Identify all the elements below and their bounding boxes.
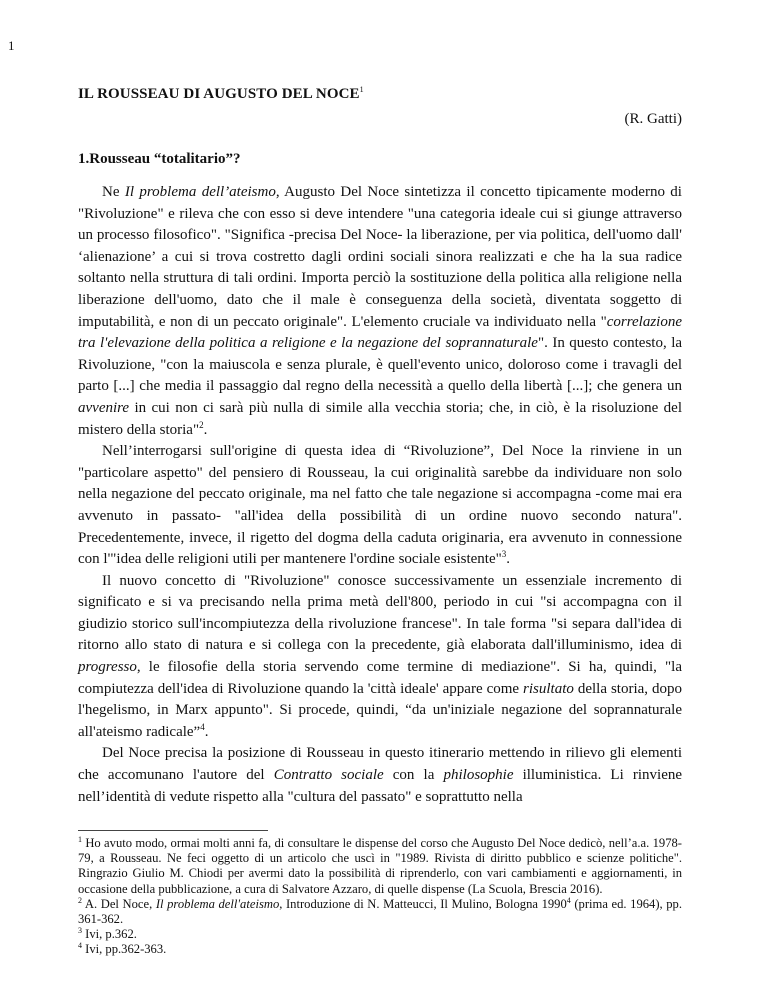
italic-text: Contratto sociale [273, 767, 384, 784]
footnote [78, 942, 682, 957]
title-text: IL ROUSSEAU DI AUGUSTO DEL NOCE [78, 86, 360, 102]
section-heading: 1.Rousseau “totalitario”? [78, 151, 241, 167]
text-run: ". In questo contesto, la Rivoluzione, "con la maiuscola e senza plurale, è quell'evento unico, doloroso come i travagli del parto [...] che media il passaggio dal regno della necessità a quello della libertà [...]; che genera un [78, 335, 683, 395]
document-title [78, 86, 364, 103]
text-run: (prima ed. 1964), pp. 361-362. [78, 896, 683, 927]
italic-text: avvenire [78, 399, 130, 416]
author-name: (R. Gatti) [624, 111, 682, 127]
text-run: Ho avuto modo, ormai molti anni fa, di consultare le dispense del corso che Augusto Del Noce dedicò, nell’a.a. 1978-79, a Rousseau. Ne feci oggetto di un articolo che uscì in "1989. Rivista di diritto pubblico e scienze politiche". Ringrazio Giulio M. Chiodi per avermi dato la possibilità di riprenderlo, con vari cambiamenti e aggiornamenti, in occasione della pubblicazione, a cura di Salvatore Azzaro, di quelle dispense (La Scuola, Brescia 2016). [78, 836, 682, 896]
text-run: . [204, 723, 209, 740]
paragraph [78, 441, 682, 571]
italic-text: philosophie [443, 767, 514, 784]
italic-text: Il problema dell'ateismo [155, 896, 280, 911]
text-run: Nell’interrogarsi sull'origine di questa idea di “Rivoluzione”, Del Noce la rinviene in un "particolare aspetto" del pensiero di Rousseau, la cui originalità sarebbe da individuare non solo nella negazione del peccato originale, ma nel fatto che tale negazione si accompagna -come mai era avvenuto in passato- "all'idea della possibilità di un ordine nuovo secondo natura". Precedentemente, invece, il rigetto del dogma della caduta originaria, era avvenuto in connessione con l'"idea delle religioni utili per mantenere l'ordine sociale esistente" [78, 443, 682, 568]
text-run: in cui non ci sarà più nulla di simile alla vecchia storia; che, in ciò, è la risoluzione del mistero della storia" [78, 399, 682, 438]
italic-text: correlazione tra l'elevazione della politica a religione e la negazione del soprannaturale [78, 313, 682, 352]
page-number: 1 [8, 38, 15, 53]
text-run: , Introduzione di N. Matteucci, Il Mulino, Bologna 1990 [279, 896, 567, 911]
italic-text: Il problema dell’ateismo [124, 184, 276, 200]
text-run: Del Noce precisa la posizione di Rousseau in questo itinerario mettendo in rilievo gli elementi che accomunano l'autore del [78, 745, 682, 784]
text-run: . [506, 551, 510, 568]
footnote [78, 836, 682, 897]
italic-text: risultato [523, 680, 574, 697]
text-run: . [203, 421, 208, 438]
body-text [78, 182, 682, 808]
footnote-marker[interactable]: 1 [78, 834, 82, 844]
text-run: illuministica. Li rinviene nell’identità di vedute rispetto alla "cultura del passato" e soprattutto nella [78, 767, 683, 805]
footnote-marker[interactable]: 2 [199, 419, 204, 430]
text-run: , le filosofie della storia servendo come termine di mediazione". Si ha, quindi, "la compiutezza dell'idea di Rivoluzione quando la 'città ideale' appare come [78, 659, 682, 697]
text-run: Ivi, pp.362-363. [82, 942, 167, 957]
paragraph [78, 571, 682, 744]
text-run: della storia, dopo l'hegelismo, in Marx appunto". Si procede, quindi, “da un'iniziale negazione del soprannaturale all'ateismo radicale” [78, 680, 682, 740]
paragraph [78, 743, 682, 808]
title-footnote-marker[interactable]: 1 [359, 85, 364, 94]
footnote-separator [78, 830, 268, 831]
text-run: Ne [102, 184, 125, 200]
italic-text: progresso [78, 659, 137, 676]
footnote-marker[interactable]: 4 [200, 721, 205, 732]
footnote-marker[interactable]: 4 [78, 941, 82, 951]
footnote-marker[interactable]: 4 [566, 895, 571, 905]
text-run: , Augusto Del Noce sintetizza il concetto tipicamente moderno di "Rivoluzione" e rileva che con esso si deve intendere "una categoria ideale cui si giunge attraverso un processo filosofico". "Significa -precisa Del Noce- la liberazione, per via politica, dell'uomo dall' ‘alienazione’ a cui si trova costretto dagli ordini sociali sinora realizzati e che ha la sua radice soltanto nella struttura di tali ordini. Importa perciò la sostituzione della politica alla religione nella liberazione dell'uomo, dato che il male è conseguenza della società, diventata soggetto di imputabilità, e non di un peccato originale". L'elemento cruciale va individuato nella " [78, 184, 682, 330]
footnote [78, 897, 682, 927]
text-run: con la [383, 767, 444, 784]
footnote-marker[interactable]: 3 [78, 926, 82, 936]
text-run: Il nuovo concetto di "Rivoluzione" conosce successivamente un essenziale incremento di significato e si va precisando nella prima metà dell'800, periodo in cui "si accompagna con il giudizio storico sull'incompiutezza della rivoluzione francese". In tale forma "si separa dall'idea di ritorno allo stato di natura e si collega con la precedente, già elaborata dall'illuminismo, idea di [78, 572, 682, 654]
footnote [78, 927, 682, 942]
footnote-marker[interactable]: 3 [501, 549, 507, 560]
footnotes [78, 836, 682, 958]
footnote-marker[interactable]: 2 [78, 895, 82, 905]
text-run: A. Del Noce, [82, 896, 156, 911]
text-run: Ivi, p.362. [82, 927, 137, 942]
paragraph [78, 182, 682, 441]
